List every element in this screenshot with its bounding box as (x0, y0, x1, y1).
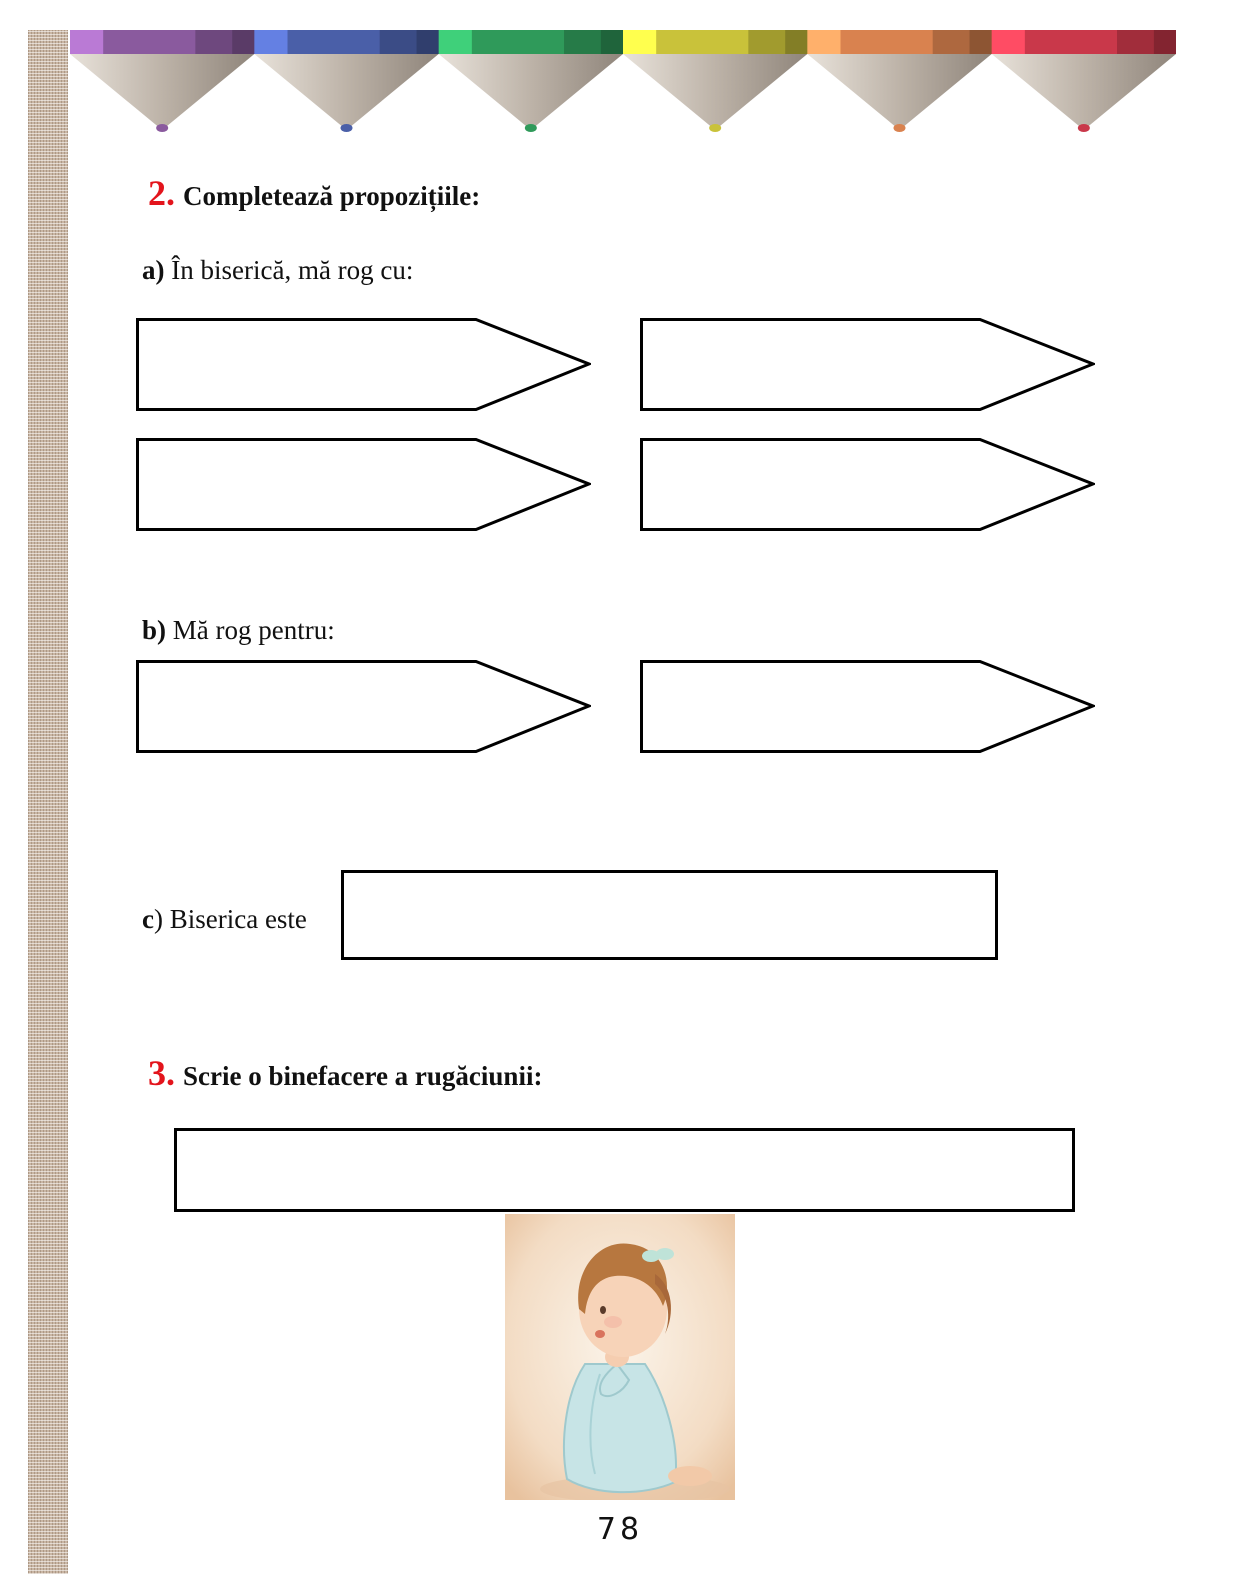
exercise-2-title: Completează propozițiile: (183, 181, 481, 211)
exercise-3-title: Scrie o binefacere a rugăciunii: (183, 1061, 543, 1091)
decorative-side-strip (28, 30, 68, 1574)
prompt-b-letter: b) (142, 615, 167, 645)
prompt-b (142, 615, 335, 646)
answer-arrow-a3[interactable] (136, 438, 591, 532)
prompt-c-text: ) Biserica este (153, 904, 307, 934)
answer-box-3[interactable] (174, 1128, 1075, 1212)
prompt-a-text: În biserică, mă rog cu: (164, 255, 414, 285)
page-number: 78 (596, 1512, 644, 1547)
prompt-a (142, 255, 413, 286)
answer-arrow-b1[interactable] (136, 660, 591, 754)
answer-arrow-a4[interactable] (640, 438, 1095, 532)
prompt-c-letter: c (142, 904, 154, 934)
answer-arrow-b2[interactable] (640, 660, 1095, 754)
exercise-3-heading (148, 1052, 542, 1094)
exercise-2-heading (148, 172, 480, 214)
pencil-4 (623, 30, 808, 132)
praying-child-illustration (505, 1214, 735, 1500)
prompt-b-text: Mă rog pentru: (166, 615, 335, 645)
exercise-3-number: 3. (148, 1053, 175, 1093)
pencil-2 (254, 30, 439, 132)
answer-arrow-a2[interactable] (640, 318, 1095, 412)
pencil-6 (992, 30, 1176, 132)
pencil-5 (807, 30, 992, 132)
pencil-3 (439, 30, 624, 132)
answer-box-c[interactable] (341, 870, 998, 960)
pencil-banner (70, 30, 1176, 140)
prompt-c (142, 904, 307, 935)
answer-arrow-a1[interactable] (136, 318, 591, 412)
exercise-2-number: 2. (148, 173, 175, 213)
prompt-a-letter: a) (142, 255, 165, 285)
pencil-1 (70, 30, 255, 132)
